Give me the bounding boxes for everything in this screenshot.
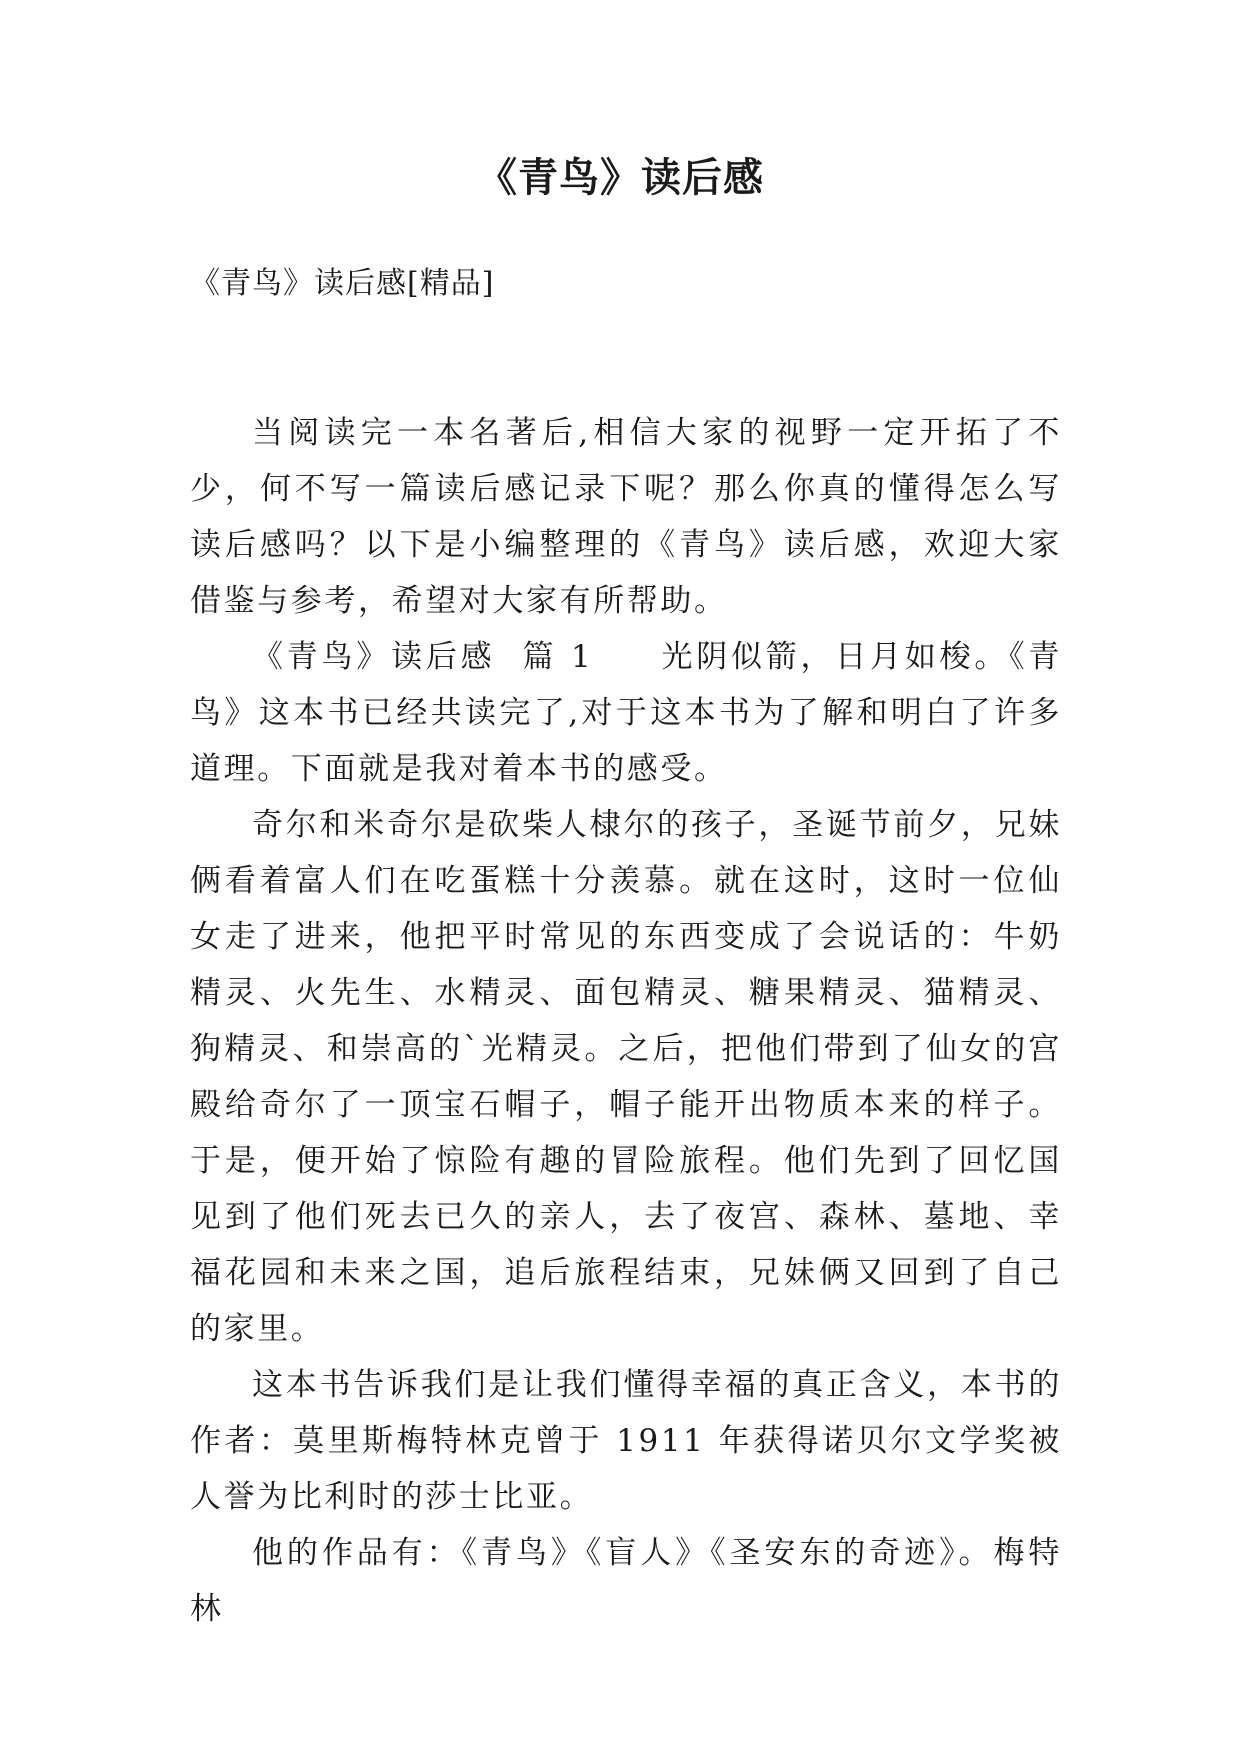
document-subtitle: 《青鸟》读后感[精品] <box>190 266 495 301</box>
paragraph-author: 这本书告诉我们是让我们懂得幸福的真正含义，本书的作者：莫里斯梅特林克曾于 1911 年获得诺贝尔文学奖被人誉为比利时的莎士比亚。 <box>190 1367 1062 1515</box>
paragraph-works: 他的作品有：《青鸟》《盲人》《圣安东的奇迹》。梅特林 <box>190 1535 1062 1627</box>
document-title: 《青鸟》读后感 <box>477 155 764 201</box>
paragraph-intro: 当阅读完一本名著后,相信大家的视野一定开拓了不少，何不写一篇读后感记录下呢？那么你真的懂得怎么写读后感吗？以下是小编整理的《青鸟》读后感，欢迎大家借鉴与参考，希望对大家有所帮助。 <box>190 415 1062 619</box>
paragraph-story: 奇尔和米奇尔是砍柴人棣尔的孩子，圣诞节前夕，兄妹俩看着富人们在吃蛋糕十分羡慕。就在这时，这时一位仙女走了进来，他把平时常见的东西变成了会说话的：牛奶精灵、火先生、水精灵、面包精灵、糖果精灵、猫精灵、狗精灵、和崇高的`光精灵。之后，把他们带到了仙女的宫殿给奇尔了一顶宝石帽子，帽子能开出物质本来的样子。于是，便开始了惊险有趣的冒险旅程。他们先到了回忆国见到了他们死去已久的亲人，去了夜宫、森林、墓地、幸福花园和未来之国，追后旅程结束，兄妹俩又回到了自己的家里。 <box>190 807 1062 1347</box>
document-body <box>190 405 1062 1637</box>
paragraph-section-1: 《青鸟》读后感 篇 1 光阴似箭，日月如梭。《青鸟》这本书已经共读完了,对于这本书为了解和明白了许多道理。下面就是我对着本书的感受。 <box>190 639 1062 787</box>
